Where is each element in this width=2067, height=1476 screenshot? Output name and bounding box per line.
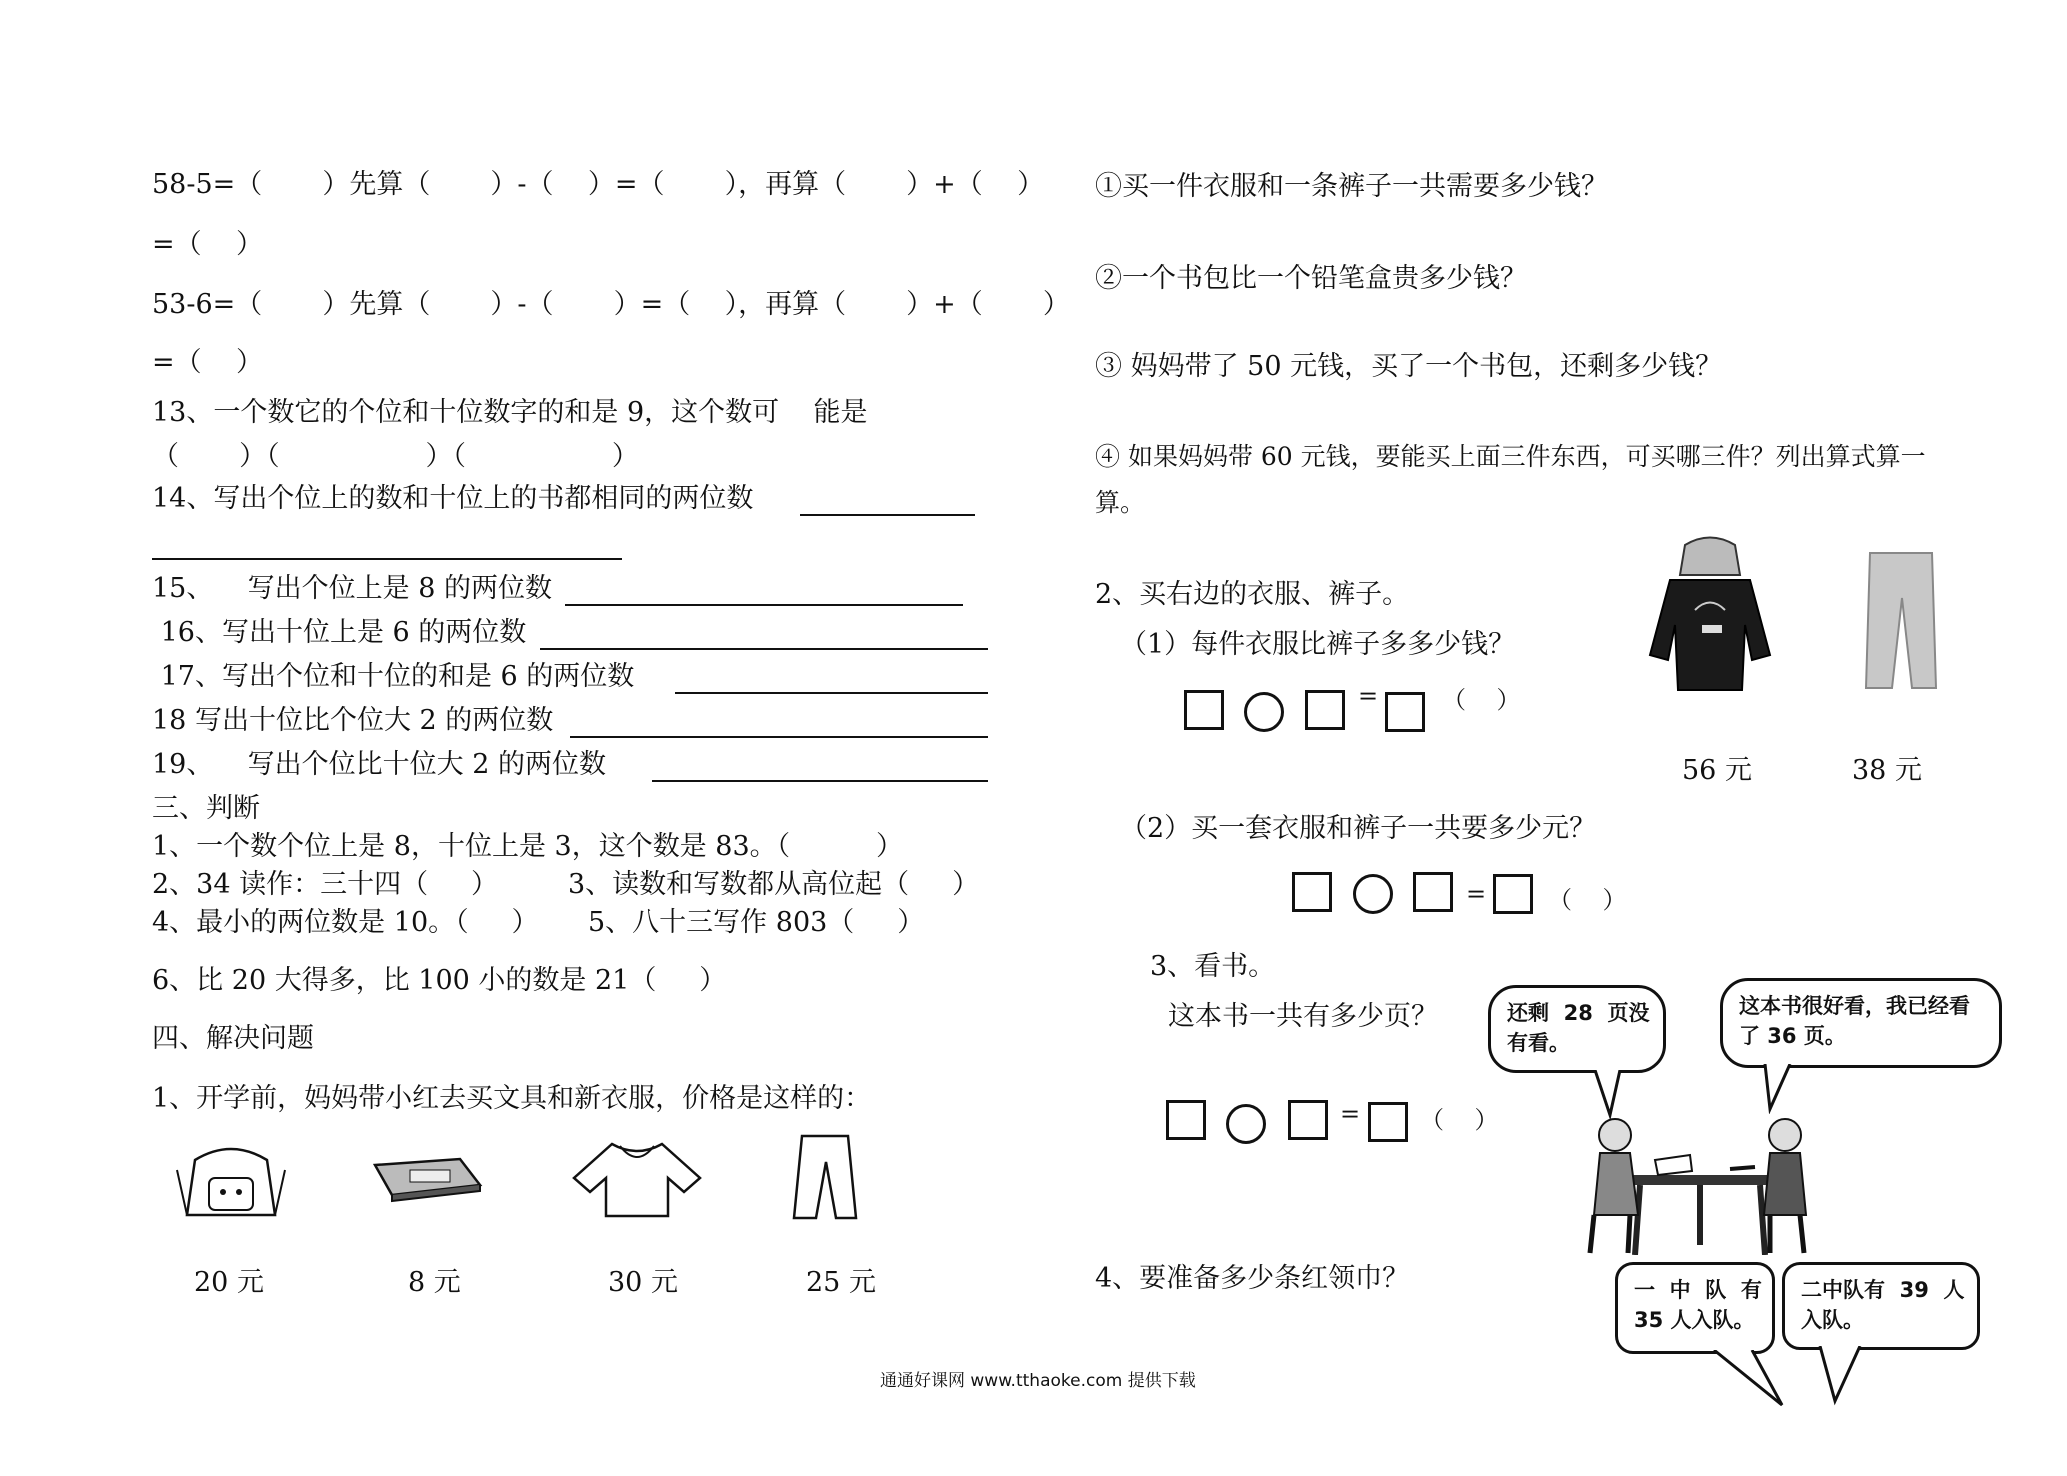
q18-text: 18 写出十位比个位大 2 的两位数 [152, 705, 554, 736]
judge-4: 4、最小的两位数是 10。（ ） [152, 907, 539, 938]
bubble-tail-icon [1815, 1346, 1875, 1406]
q12b-line2: =（ ） [152, 347, 263, 378]
shirt-icon [572, 1138, 702, 1220]
equals-sign: = [1340, 1100, 1361, 1128]
q2-heading: 2、买右边的衣服、裤子。 [1095, 579, 1410, 610]
operator-circle[interactable] [1244, 692, 1284, 732]
q19-text: 19、 写出个位比十位大 2 的两位数 [152, 749, 607, 780]
q12a-line1: 58-5=（ ）先算（ ）-（ ）=（ ），再算（ ）+（ ） [152, 169, 1045, 200]
r-question-4-line1: ④ 如果妈妈带 60 元钱，要能买上面三件东西，可买哪三件？列出算式算一 [1095, 442, 1926, 471]
q12a-line2: =（ ） [152, 229, 263, 260]
answer-box[interactable] [1368, 1102, 1408, 1142]
answer-box[interactable] [1288, 1100, 1328, 1140]
backpack-icon [175, 1140, 287, 1222]
q2-part2: （2）买一套衣服和裤子一共要多少元？ [1120, 813, 1597, 844]
r-question-4-line2: 算。 [1095, 488, 1146, 517]
speech-bubble-boy: 还剩 28 页没 有看。 [1488, 985, 1666, 1073]
q15-answer-line[interactable] [565, 604, 963, 606]
q16-answer-line[interactable] [540, 648, 988, 650]
q14-text: 14、写出个位上的数和十位上的书都相同的两位数 [152, 483, 754, 514]
unit-paren[interactable]: （ ） [1442, 686, 1521, 714]
unit-paren[interactable]: （ ） [1420, 1106, 1499, 1134]
q3-heading: 3、看书。 [1150, 951, 1276, 982]
q4-heading: 4、要准备多少条红领巾？ [1095, 1263, 1410, 1294]
bubble-tail-icon [1712, 1350, 1792, 1410]
answer-box[interactable] [1305, 690, 1345, 730]
q17-answer-line[interactable] [675, 692, 988, 694]
pencil-case-icon [370, 1155, 485, 1205]
q2-part1: （1）每件衣服比裤子多多少钱？ [1120, 629, 1516, 660]
q3-question: 这本书一共有多少页？ [1168, 1001, 1438, 1032]
equals-sign: = [1358, 682, 1379, 710]
q12b-line1: 53-6=（ ）先算（ ）-（ ）=（ ），再算（ ）+（ ） [152, 289, 1070, 320]
q14-answer-line-2[interactable] [152, 558, 622, 560]
q17-text: 17、写出个位和十位的和是 6 的两位数 [152, 661, 635, 692]
q13-line2: （ ）（ ）（ ） [152, 441, 639, 472]
speech-bubble-team1: 一 中 队 有 35 人入队。 [1615, 1262, 1775, 1354]
price-jacket: 56 元 [1682, 755, 1752, 786]
r-question-1: ①买一件衣服和一条裤子一共需要多少钱？ [1095, 171, 1608, 202]
grey-pants-icon [1860, 548, 1940, 693]
price-backpack: 20 元 [194, 1267, 264, 1298]
jacket-icon [1640, 535, 1780, 695]
answer-box[interactable] [1292, 872, 1332, 912]
r-question-3: ③ 妈妈带了 50 元钱，买了一个书包，还剩多少钱？ [1095, 351, 1723, 382]
problem-1-text: 1、开学前，妈妈带小红去买文具和新衣服，价格是这样的： [152, 1083, 872, 1114]
unit-paren[interactable]: （ ） [1548, 886, 1627, 914]
judge-2: 2、34 读作：三十四（ ） [152, 869, 499, 900]
speech-bubble-girl: 这本书很好看，我已经看 了 36 页。 [1720, 978, 2002, 1068]
judge-3: 3、读数和写数都从高位起（ ） [568, 869, 980, 900]
price-pants: 25 元 [806, 1267, 876, 1298]
speech-bubble-team2: 二中队有 39 人 入队。 [1782, 1262, 1980, 1350]
judge-1: 1、一个数个位上是 8，十位上是 3，这个数是 83。（ ） [152, 831, 903, 862]
children-reading-illustration [1580, 1105, 1820, 1255]
answer-box[interactable] [1413, 872, 1453, 912]
q13-line1: 13、一个数它的个位和十位数字的和是 9，这个数可 能是 [152, 397, 868, 428]
price-pencil-case: 8 元 [408, 1267, 461, 1298]
equals-sign: = [1466, 880, 1487, 908]
r-question-2: ②一个书包比一个铅笔盒贵多少钱？ [1095, 263, 1527, 294]
price-grey-pants: 38 元 [1852, 755, 1922, 786]
pants-icon [790, 1132, 860, 1222]
section-4-heading: 四、解决问题 [152, 1023, 314, 1054]
answer-box[interactable] [1493, 874, 1533, 914]
q16-text: 16、写出十位上是 6 的两位数 [152, 617, 527, 648]
q14-answer-line[interactable] [800, 514, 975, 516]
section-3-heading: 三、判断 [152, 793, 260, 824]
q15-text: 15、 写出个位上是 8 的两位数 [152, 573, 553, 604]
answer-box[interactable] [1166, 1100, 1206, 1140]
q18-answer-line[interactable] [570, 736, 988, 738]
operator-circle[interactable] [1353, 874, 1393, 914]
footer-source: 通通好课网 www.tthaoke.com 提供下载 [880, 1371, 1196, 1391]
operator-circle[interactable] [1226, 1104, 1266, 1144]
answer-box[interactable] [1184, 690, 1224, 730]
q19-answer-line[interactable] [652, 780, 988, 782]
price-shirt: 30 元 [608, 1267, 678, 1298]
answer-box[interactable] [1385, 692, 1425, 732]
judge-5: 5、八十三写作 803（ ） [588, 907, 925, 938]
judge-6: 6、比 20 大得多，比 100 小的数是 21（ ） [152, 965, 727, 996]
